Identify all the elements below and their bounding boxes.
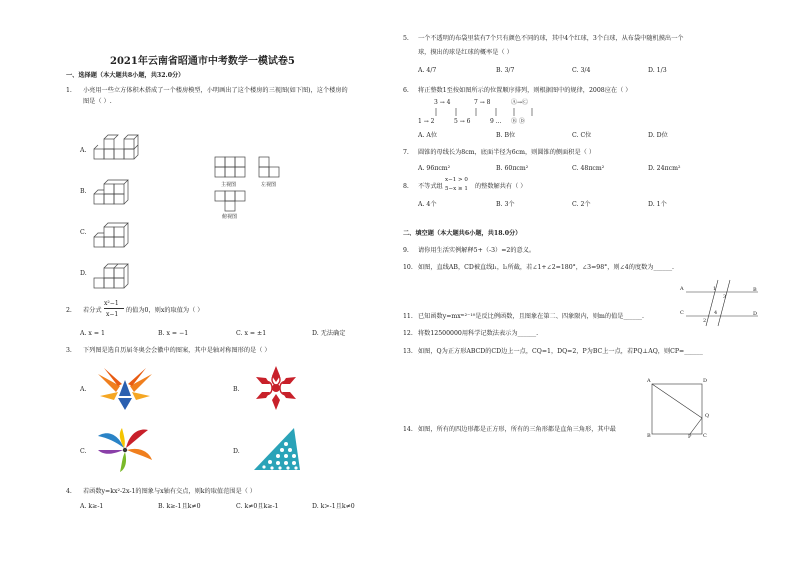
- q5-option-a: A. 4/7: [418, 67, 437, 74]
- q1-option-a: A.: [80, 147, 87, 154]
- q6-diagram-row2d: Ⓑ Ⓓ: [511, 118, 525, 125]
- q3-option-c: C.: [80, 448, 87, 455]
- q1-left-view-label: 左视图: [261, 182, 277, 188]
- q1-top-view: [214, 190, 248, 214]
- q1-front-view-label: 主视图: [221, 182, 237, 188]
- q10-angle-1: 1: [713, 286, 717, 292]
- q3-stem: 下列图是选自历届冬奥会会徽中的图案，其中是轴对称图形的是（ ）: [83, 347, 271, 354]
- q1-top-view-label: 俯视图: [222, 214, 238, 220]
- q5-option-c: C. 3/4: [572, 67, 591, 74]
- q13-number: 13.: [403, 348, 413, 355]
- q7-stem: 圆锥的母线长为8cm，底面半径为6cm，则圆锥的侧面积是（ ）: [418, 149, 596, 156]
- q13-square-figure: [650, 380, 706, 436]
- q3-option-b: B.: [233, 386, 240, 393]
- q8-system-bottom: 5−x ≥ 1: [445, 186, 468, 192]
- q10-stem: 如图，直线AB，CD被直线l₁，l₂所截，若∠1+∠2=180°，∠3=98°，则∠4的度数为______.: [418, 264, 675, 271]
- q8-system-top: x−1 > 0: [445, 177, 468, 183]
- q6-diagram-row1b: 7 → 8: [474, 99, 491, 106]
- q4-number: 4.: [66, 488, 72, 495]
- q11-number: 11.: [403, 313, 413, 320]
- q13-label-c: C: [703, 433, 707, 439]
- q5-number: 5.: [403, 35, 409, 42]
- q8-option-c: C. 2个: [572, 201, 591, 208]
- q13-label-q: Q: [705, 413, 710, 419]
- q3-number: 3.: [66, 347, 72, 354]
- section-heading-choice: 一、选择题（本大题共8小题，共32.0分）: [66, 72, 185, 79]
- q2-option-d: D. 无法确定: [312, 330, 346, 337]
- q10-label-a: A: [680, 286, 684, 292]
- q13-stem: 如图，Q为正方形ABCD的CD边上一点，CQ=1，DQ=2，P为BC上一点，若PQ⊥AQ，则CP=______: [418, 348, 703, 355]
- q6-stem: 将正整数1至按如图所示的位置顺序排列，则根据图中的规律，2008应在（ ）: [418, 87, 632, 94]
- q10-parallel-lines-figure: [684, 280, 764, 328]
- q11-stem: 已知函数y=mxᵐ²⁻¹⁰是反比例函数，且图象在第二、四象限内，则m的值是______.: [418, 313, 644, 320]
- q2-number: 2.: [66, 307, 72, 314]
- q8-option-b: B. 3个: [496, 201, 515, 208]
- q10-number: 10.: [403, 264, 413, 271]
- q5-stem-line1: 一个不透明的布袋里装有7个只有颜色不同的球，其中4个红球，3个白球，从布袋中随机摸出一个: [418, 35, 684, 42]
- page-title: 2021年云南省昭通市中考数学一模试卷5: [110, 56, 295, 67]
- q6-option-b: B. B位: [496, 132, 516, 139]
- q8-option-d: D. 1个: [648, 201, 667, 208]
- q1-cube-figure-d: [92, 260, 142, 292]
- q13-label-b: B: [647, 433, 651, 439]
- q12-stem: 将数12500000用科学记数法表示为______.: [418, 330, 539, 337]
- q8-number: 8.: [403, 183, 409, 190]
- q6-diagram-row1a: 3 → 4: [434, 99, 451, 106]
- q13-label-p: P: [688, 434, 692, 440]
- q7-number: 7.: [403, 149, 409, 156]
- q1-cube-figure-c: [92, 219, 142, 251]
- q8-stem-pre: 不等式组: [418, 183, 443, 190]
- q14-stem: 如图，所有的四边形都是正方形，所有的三角形都是直角三角形，其中最: [418, 426, 616, 433]
- q4-option-d: D. k>-1且k≠0: [312, 503, 355, 510]
- q3-option-d: D.: [233, 448, 240, 455]
- q10-angle-2: 2: [703, 318, 707, 324]
- q4-option-c: C. k≠0且k≥-1: [236, 503, 279, 510]
- q6-diagram-row2b: 5 → 6: [454, 118, 471, 125]
- q1-cube-figure-a: [92, 137, 142, 165]
- q3-emblem-d-image: [250, 426, 302, 474]
- q6-diagram-arrows: [420, 106, 540, 118]
- q10-angle-4: 4: [714, 310, 718, 316]
- q5-option-b: B. 3/7: [496, 67, 515, 74]
- q12-number: 12.: [403, 330, 413, 337]
- q3-emblem-c-image: [94, 426, 156, 474]
- q2-stem-post: 的值为0，则x的取值为（ ）: [126, 307, 204, 314]
- q1-cube-figure-b: [92, 178, 142, 208]
- q2-fraction-denominator: x−1: [106, 311, 119, 318]
- q8-stem-post: 的整数解共有（ ）: [475, 183, 527, 190]
- q10-label-c: C: [680, 310, 684, 316]
- q2-option-b: B. x = −1: [158, 330, 189, 337]
- q5-option-d: D. 1/3: [648, 67, 667, 74]
- q7-option-b: B. 60πcm²: [496, 165, 529, 172]
- q8-option-a: A. 4个: [418, 201, 437, 208]
- q2-stem-pre: 若分式: [83, 307, 102, 314]
- q7-option-a: A. 96πcm²: [418, 165, 451, 172]
- q6-diagram-row2c: 9 ...: [490, 118, 502, 125]
- q3-option-a: A.: [80, 386, 87, 393]
- q1-option-c: C.: [80, 229, 87, 236]
- q6-diagram-row2a: 1 → 2: [418, 118, 435, 125]
- q6-option-c: C. C位: [572, 132, 592, 139]
- q2-fraction-numerator: x²−1: [104, 300, 119, 307]
- q2-fraction-bar: [104, 308, 124, 309]
- q7-option-c: C. 48πcm²: [572, 165, 605, 172]
- q13-label-d: D: [703, 378, 708, 384]
- q6-option-d: D. D位: [648, 132, 668, 139]
- q9-stem: 请你用生活实例解释5+（-3）=2的意义。: [418, 247, 536, 254]
- q3-emblem-a-image: [94, 366, 156, 412]
- q1-stem-line2: 图是（ ）.: [83, 98, 112, 105]
- q2-option-a: A. x = 1: [80, 330, 105, 337]
- q6-option-a: A. A位: [418, 132, 438, 139]
- q10-angle-3: 3: [723, 294, 727, 300]
- q3-emblem-b-image: [254, 364, 298, 412]
- q4-option-a: A. k≥-1: [80, 503, 104, 510]
- q1-left-view: [258, 156, 282, 180]
- q1-number: 1.: [66, 87, 72, 94]
- q7-option-d: D. 24πcm²: [648, 165, 681, 172]
- q10-label-b: B: [753, 287, 757, 293]
- q1-option-d: D.: [80, 270, 87, 277]
- q1-option-b: B.: [80, 188, 87, 195]
- q1-front-view: [214, 156, 248, 180]
- q9-number: 9.: [403, 247, 409, 254]
- section-heading-fill: 二、填空题（本大题共6小题，共18.0分）: [403, 230, 522, 237]
- q4-option-b: B. k≥-1且k≠0: [158, 503, 201, 510]
- q5-stem-line2: 球，摸出的球是红球的概率是（ ）: [418, 49, 513, 56]
- q10-label-d: D: [753, 311, 758, 317]
- q6-diagram-row1c: Ⓐ→Ⓒ: [511, 99, 529, 106]
- q14-number: 14.: [403, 426, 413, 433]
- q2-option-c: C. x = ±1: [236, 330, 267, 337]
- q6-number: 6.: [403, 87, 409, 94]
- q1-stem-line1: 小亮用一些立方体积木搭成了一个楼房模型，小明画出了这个楼房的三视图(如下图)，这个楼房的: [83, 87, 348, 94]
- q13-label-a: A: [647, 378, 651, 384]
- q4-stem: 若函数y=kx²-2x-1的图象与x轴有交点，则k的取值范围是（ ）: [83, 488, 256, 495]
